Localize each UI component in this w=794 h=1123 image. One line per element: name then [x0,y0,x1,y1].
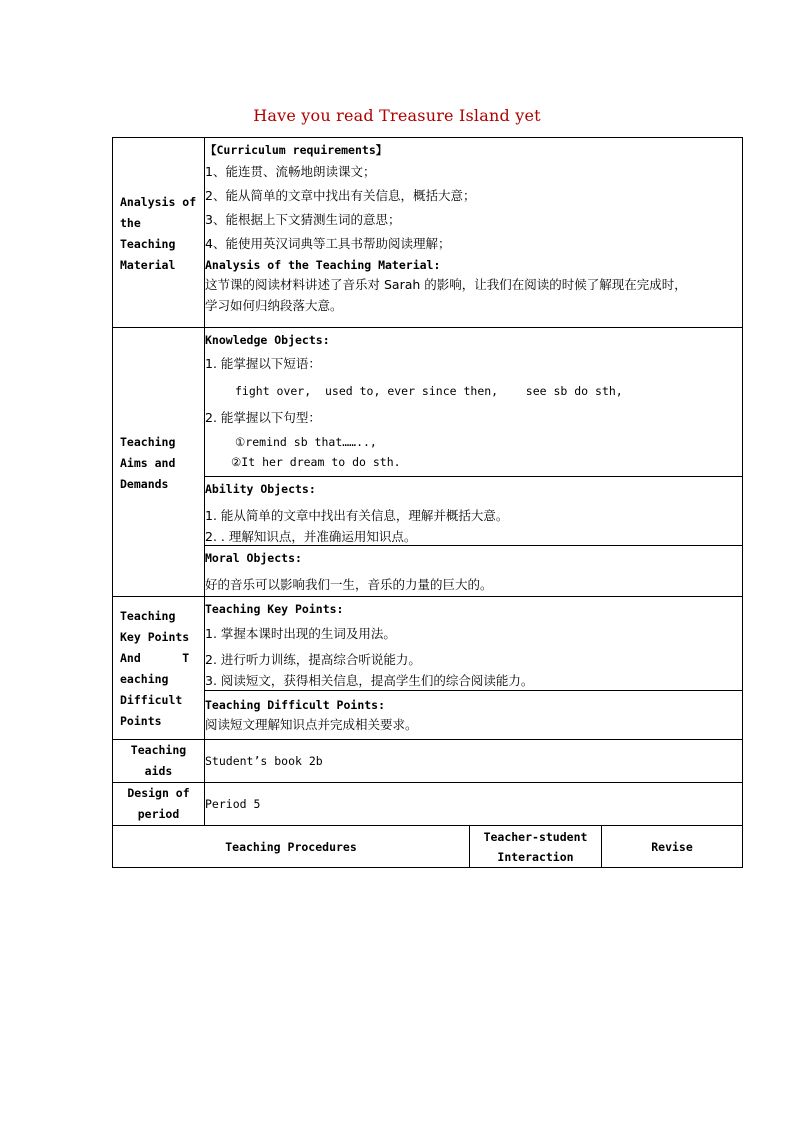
sentence-pattern: ②It her dream to do sth. [231,455,401,469]
aids-label: Teaching aids [113,740,205,783]
requirement-item: 1、能连贯、流畅地朗读课文； [205,164,376,179]
lesson-plan-table [112,137,743,868]
key-point-item: 2. 进行听力训练，提高综合听说能力。 [205,652,421,667]
knowledge-heading: Knowledge Objects: [205,333,330,347]
requirement-item: 2、能从简单的文章中找出有关信息，概括大意； [205,188,476,203]
period-label: Design of period [113,783,205,826]
key-points-row [113,597,743,691]
knowledge-row [113,328,743,477]
moral-heading: Moral Objects: [205,551,302,565]
material-text-line: 学习如何归纳段落大意。 [205,298,343,313]
difficult-points-text: 阅读短文理解知识点并完成相关要求。 [205,717,418,732]
sentences-heading: 2. 能掌握以下句型： [205,410,321,425]
curriculum-heading: 【Curriculum requirements】 [205,143,388,157]
page-title: Have you read Treasure Island yet [253,106,541,125]
moral-row [113,546,743,597]
period-row [113,783,743,826]
material-text-line: 这节课的阅读材料讲述了音乐对 Sarah 的影响，让我们在阅读的时候了解现在完成时， [205,277,687,292]
moral-objects [205,546,743,597]
difficult-points-heading: Teaching Difficult Points: [205,698,386,712]
ability-item: 1. 能从简单的文章中找出有关信息，理解并概括大意。 [205,508,509,523]
requirement-item: 4、能使用英汉词典等工具书帮助阅读理解； [205,236,451,251]
key-points-content [205,597,743,691]
ability-item: 2. . 理解知识点，并准确运用知识点。 [205,529,417,544]
moral-text: 好的音乐可以影响我们一生，音乐的力量的巨大的。 [205,577,493,592]
phrases-heading: 1. 能掌握以下短语： [205,356,321,371]
requirement-item: 3、能根据上下文猜测生词的意思； [205,212,401,227]
ability-row [113,477,743,546]
key-point-item: 3. 阅读短文，获得相关信息，提高学生们的综合阅读能力。 [205,673,534,688]
difficult-points-row [113,691,743,740]
key-points-label: Teaching Key Points And T eaching Difficult Points [113,597,205,740]
aids-value: Student’s book 2b [205,740,743,783]
key-point-item: 1. 掌握本课时出现的生词及用法。 [205,626,396,641]
knowledge-objects [205,328,743,477]
sentence-pattern: ①remind sb that…….., [235,435,377,449]
procedures-header-row [113,826,743,868]
material-heading: Analysis of the Teaching Material: [205,258,441,272]
procedures-header: Teaching Procedures [113,826,470,868]
key-points-heading: Teaching Key Points: [205,602,344,616]
ability-heading: Ability Objects: [205,482,316,496]
difficult-points-content [205,691,743,740]
analysis-content [205,138,743,328]
revise-header: Revise [602,826,743,868]
ability-objects [205,477,743,546]
phrases-list: fight over, used to, ever since then, see sb do sth, [235,384,623,398]
interaction-header: Teacher-student Interaction [470,826,602,868]
aims-label: Teaching Aims and Demands [113,328,205,597]
aids-row [113,740,743,783]
period-value: Period 5 [205,783,743,826]
analysis-row [113,138,743,328]
analysis-label: Analysis of the Teaching Material [113,138,205,328]
